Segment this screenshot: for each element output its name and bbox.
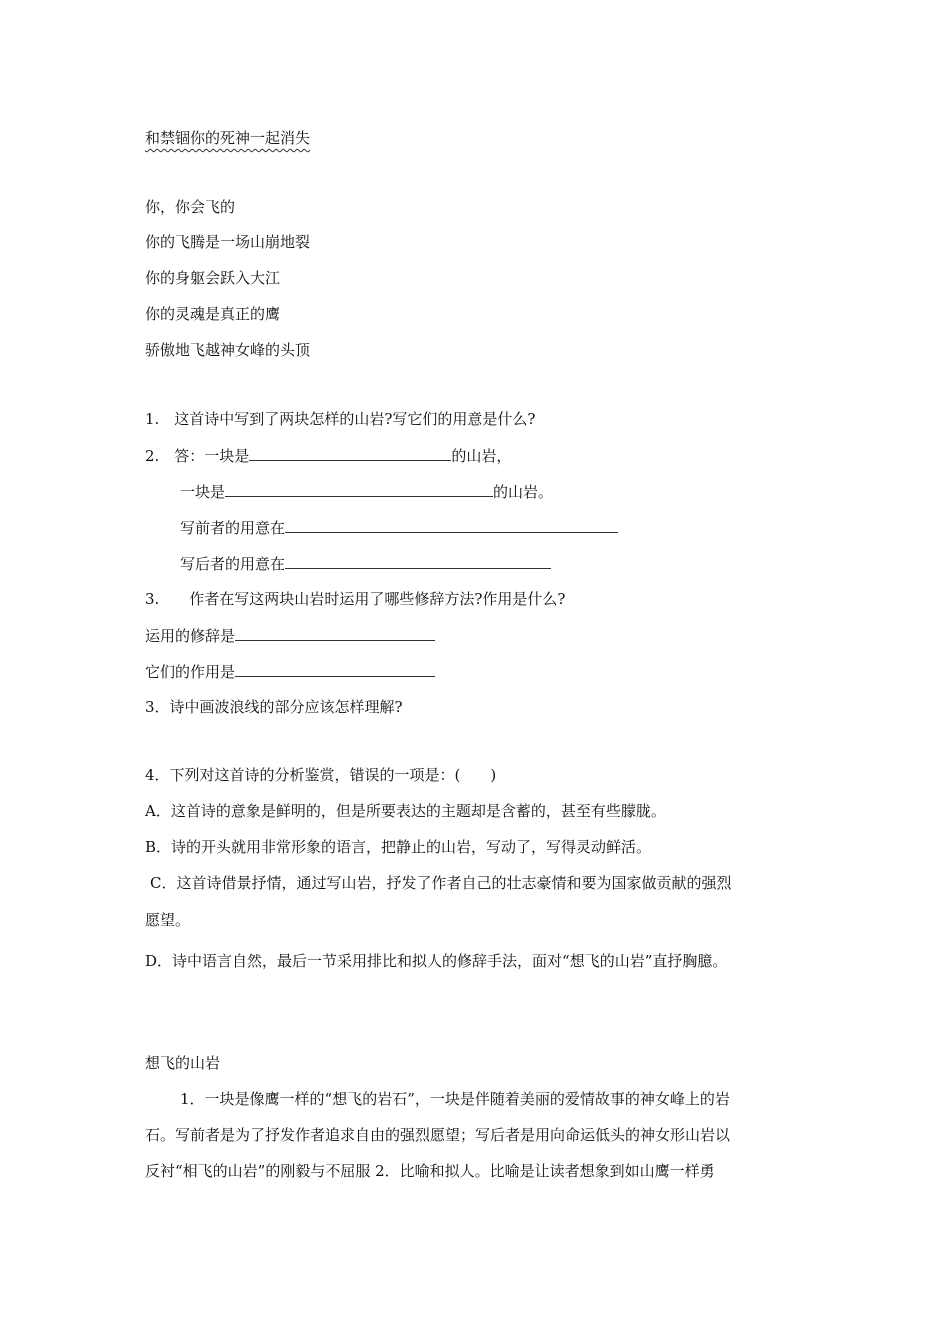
answer-blank[interactable]: [285, 553, 551, 569]
answer-paragraph-line: 1．一块是像鹰一样的“想飞的岩石”，一块是伴随着美丽的爱情故事的神女峰上的岩: [180, 1090, 730, 1108]
answer-paragraph-line: 石。写前者是为了抒发作者追求自由的强烈愿望；写后者是用向命运低头的神女形山岩以: [145, 1126, 731, 1144]
option-b: B．诗的开头就用非常形象的语言，把静止的山岩，写动了，写得灵动鲜活。: [145, 838, 652, 856]
option-a: A．这首诗的意象是鲜明的，但是所要表达的主题却是含蓄的，甚至有些朦胧。: [145, 802, 666, 820]
answer-blank[interactable]: [285, 517, 618, 533]
option-d: D．诗中语言自然，最后一节采用排比和拟人的修辞手法，面对“想飞的山岩”直抒胸臆。: [145, 952, 728, 970]
question-1: 1. 这首诗中写到了两块怎样的山岩?写它们的用意是什么?: [145, 410, 536, 428]
answer-prefix: 它们的作用是: [145, 663, 236, 681]
answer-blank[interactable]: [249, 445, 451, 461]
poem-line: 你的身躯会跃入大江: [145, 269, 281, 287]
answer-prefix: 写后者的用意在: [180, 555, 286, 573]
answer-paragraph-line: 反衬“相飞的山岩”的刚毅与不屈服 2．比喻和拟人。比喻是让读者想象到如山鹰一样勇: [145, 1162, 715, 1180]
option-c: C．这首诗借景抒情，通过写山岩，抒发了作者自己的壮志豪情和要为国家做贡献的强烈: [150, 874, 732, 892]
answer-line-effect: [145, 661, 435, 682]
answer-line-purpose-second: [180, 553, 551, 574]
poem-line: 你的飞腾是一场山崩地裂: [145, 233, 311, 251]
answer-suffix: 的山岩，: [451, 447, 512, 465]
answer-line-rhetoric: [145, 625, 435, 646]
option-c-continued: 愿望。: [145, 911, 191, 929]
question-4: 4．下列对这首诗的分析鉴赏，错误的一项是：( ): [145, 766, 497, 784]
answer-line-first-rock: [145, 445, 511, 466]
question-3: 3. 作者在写这两块山岩时运用了哪些修辞方法?作用是什么?: [145, 590, 566, 608]
poem-line: 骄傲地飞越神女峰的头顶: [145, 341, 311, 359]
answer-blank[interactable]: [225, 481, 493, 497]
poem-line: 你的灵魂是真正的鹰: [145, 305, 281, 323]
answer-line-second-rock: [180, 481, 553, 502]
answer-line-purpose-first: [180, 517, 618, 538]
poem-final-line: 和禁锢你的死神一起消失: [145, 129, 311, 147]
question-3b: 3．诗中画波浪线的部分应该怎样理解?: [145, 698, 403, 716]
poem-line: 你，你会飞的: [145, 198, 236, 216]
answer-prefix: 写前者的用意在: [180, 519, 286, 537]
answer-blank[interactable]: [235, 661, 435, 677]
answer-prefix: 一块是: [180, 483, 226, 501]
answer-section-title: 想飞的山岩: [145, 1054, 221, 1072]
answer-prefix: 2. 答：一块是: [145, 447, 250, 465]
answer-blank[interactable]: [235, 625, 435, 641]
answer-prefix: 运用的修辞是: [145, 627, 236, 645]
answer-suffix: 的山岩。: [493, 483, 554, 501]
